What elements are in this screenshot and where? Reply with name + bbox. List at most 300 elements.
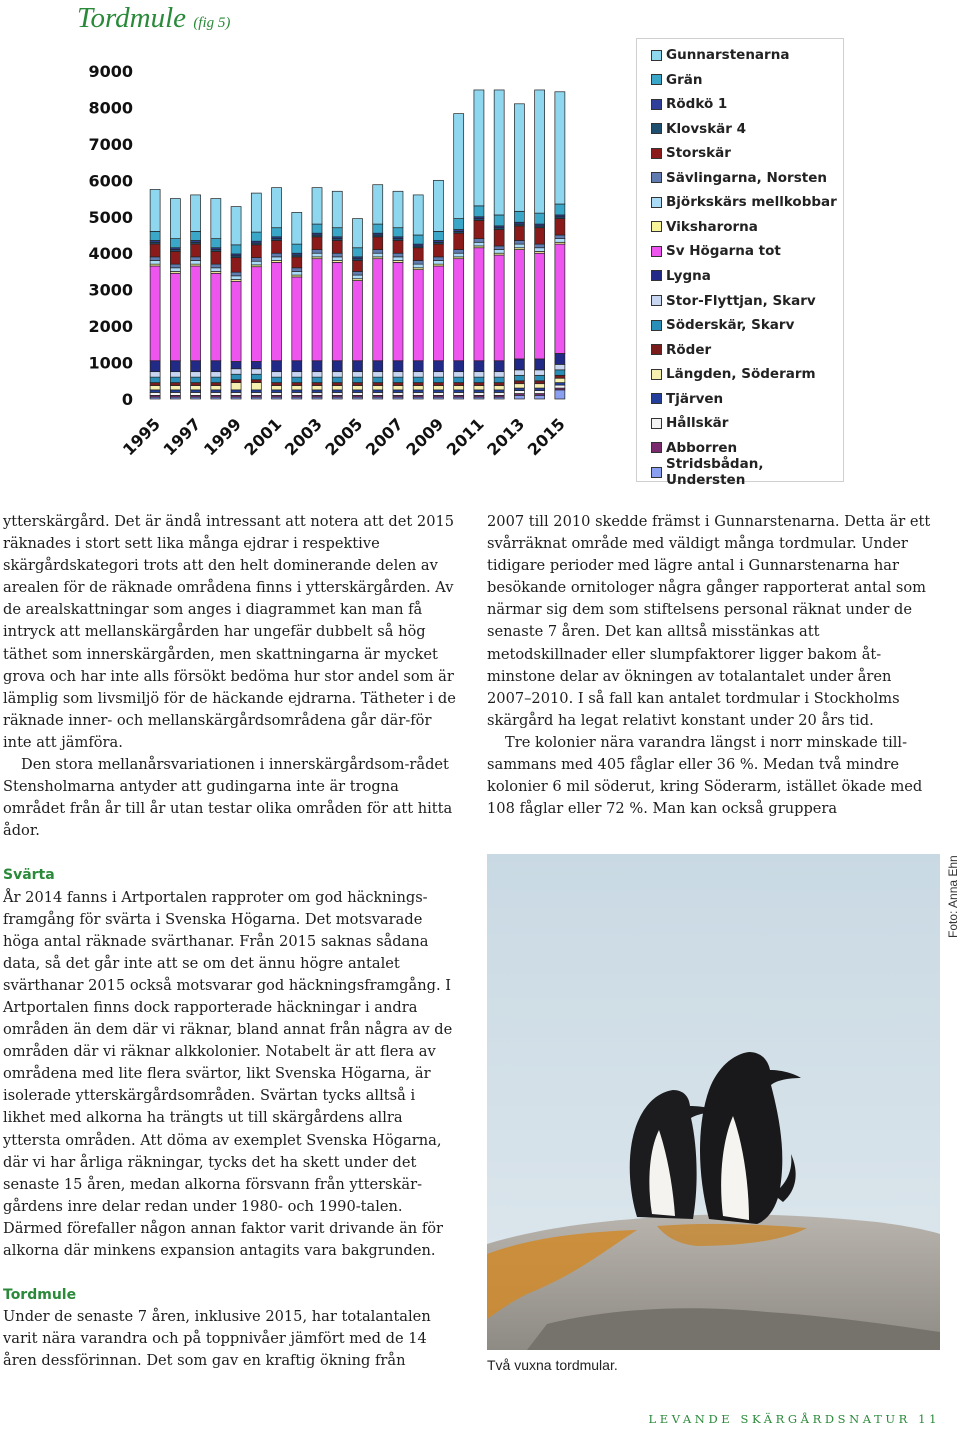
legend-swatch [651, 172, 662, 183]
bar-segment [373, 390, 383, 393]
legend-label: Stor-Flyttjan, Skarv [666, 292, 816, 309]
bar-segment [353, 248, 363, 257]
bar-segment [272, 372, 282, 377]
bar-segment [150, 261, 160, 265]
legend-label: Grän [666, 71, 703, 88]
bar-segment [231, 276, 241, 280]
bar-segment [191, 195, 201, 231]
legend-item [651, 364, 816, 384]
bar-segment [332, 377, 342, 382]
bar-segment [312, 237, 322, 250]
chart-legend [636, 38, 844, 489]
legend-swatch [651, 221, 662, 232]
legend-item [651, 143, 731, 163]
stacked-bar-chart [60, 40, 600, 460]
bar-segment [312, 253, 322, 257]
bar-segment [292, 390, 302, 393]
bar-segment [433, 261, 443, 265]
bar-segment [373, 259, 383, 361]
bar-segment [474, 390, 484, 393]
legend-item [651, 389, 723, 409]
bar-2006 [373, 185, 383, 399]
bar-segment [332, 361, 342, 372]
bar-segment [231, 258, 241, 273]
x-tick-label: 1999 [199, 414, 245, 460]
legend-label: Klovskär 4 [666, 120, 747, 137]
bar-segment [191, 261, 201, 265]
bar-segment [393, 386, 403, 390]
bar-segment [211, 268, 221, 272]
y-tick-label: 9000 [88, 62, 133, 81]
bar-segment [191, 257, 201, 261]
bar-segment [474, 239, 484, 243]
bar-segment [170, 386, 180, 390]
bar-segment [353, 219, 363, 248]
y-tick-label: 0 [121, 390, 133, 409]
y-tick-label: 4000 [88, 244, 133, 264]
section-heading-tordmule: Tordmule [3, 1287, 77, 1304]
bar-segment [312, 250, 322, 254]
bar-segment [312, 224, 322, 233]
bar-segment [454, 377, 464, 382]
legend-label: Stridsbådan, Understen [666, 456, 764, 489]
legend-item [651, 456, 843, 489]
y-tick-label: 8000 [88, 98, 133, 118]
bar-segment [474, 242, 484, 246]
bar-segment [332, 383, 342, 386]
chart-bars [150, 90, 565, 399]
bar-segment [555, 390, 565, 399]
bar-segment [332, 262, 342, 360]
bar-segment [535, 90, 545, 213]
page-footer: LEVANDE SKÄRGÅRDSNATUR 11 [648, 1412, 940, 1426]
bar-segment [231, 390, 241, 393]
bar-segment [474, 377, 484, 382]
bar-segment [494, 246, 504, 250]
bar-segment [332, 390, 342, 393]
bar-segment [211, 264, 221, 268]
bar-segment [312, 392, 322, 395]
y-tick-label: 2000 [88, 317, 133, 337]
bar-segment [251, 390, 261, 393]
bar-segment [413, 377, 423, 382]
bar-2009 [433, 180, 443, 399]
legend-item [651, 168, 827, 188]
bar-segment [373, 361, 383, 372]
bar-segment [433, 257, 443, 261]
bar-segment [312, 361, 322, 372]
bar-segment [191, 390, 201, 393]
bar-segment [555, 353, 565, 364]
bar-segment [231, 383, 241, 390]
bar-segment [413, 372, 423, 377]
bar-segment [494, 386, 504, 390]
bar-segment [292, 271, 302, 275]
bar-segment [454, 250, 464, 254]
bar-segment [514, 211, 524, 222]
legend-item [651, 94, 727, 114]
bar-segment [170, 264, 180, 268]
bar-segment [231, 207, 241, 245]
bar-segment [494, 392, 504, 395]
bar-1997 [191, 195, 201, 399]
bar-segment [292, 377, 302, 382]
legend-item [651, 438, 737, 458]
bar-segment [150, 392, 160, 395]
bar-segment [393, 257, 403, 261]
bar-segment [292, 386, 302, 390]
bar-segment [332, 372, 342, 377]
legend-label: Längden, Söderarm [666, 366, 816, 383]
bar-segment [251, 258, 261, 262]
bar-1998 [211, 199, 221, 399]
bar-segment [231, 374, 241, 379]
bar-segment [393, 390, 403, 393]
bar-segment [433, 372, 443, 377]
y-tick-label: 5000 [88, 207, 133, 227]
bar-segment [433, 392, 443, 395]
legend-swatch [651, 197, 662, 208]
bar-segment [251, 361, 261, 368]
bar-2005 [353, 219, 363, 399]
bar-segment [170, 273, 180, 360]
bar-segment [535, 359, 545, 370]
legend-item [651, 315, 794, 335]
bar-segment [312, 259, 322, 361]
bar-segment [555, 378, 565, 382]
bar-segment [535, 381, 545, 384]
legend-swatch [651, 148, 662, 159]
bar-segment [353, 386, 363, 390]
bar-segment [211, 199, 221, 239]
bar-segment [292, 392, 302, 395]
bar-segment [272, 390, 282, 393]
bar-segment [150, 377, 160, 382]
legend-swatch [651, 74, 662, 85]
bar-segment [332, 191, 342, 227]
bar-segment [332, 253, 342, 257]
bar-segment [433, 266, 443, 361]
bar-segment [211, 239, 221, 248]
bar-segment [353, 261, 363, 272]
right-column [487, 511, 937, 820]
bar-segment [272, 228, 282, 237]
bar-segment [373, 185, 383, 224]
bar-segment [211, 386, 221, 390]
bar-2014 [535, 90, 545, 399]
x-tick-label: 1995 [119, 414, 164, 460]
bar-segment [454, 390, 464, 393]
bar-segment [191, 386, 201, 390]
bar-segment [454, 259, 464, 361]
photo-caption: Två vuxna tordmular. [487, 1357, 618, 1373]
bar-segment [393, 262, 403, 360]
figure-title-text: Tordmule [77, 2, 187, 34]
bar-segment [251, 193, 261, 232]
bar-segment [211, 251, 221, 264]
bar-segment [150, 266, 160, 361]
bar-segment [413, 386, 423, 390]
legend-label: Tjärven [666, 390, 724, 407]
bar-segment [312, 390, 322, 393]
bar-segment [555, 244, 565, 353]
bar-segment [292, 277, 302, 361]
bar-segment [413, 270, 423, 361]
bar-segment [272, 257, 282, 261]
legend-item [651, 266, 711, 286]
bar-segment [150, 383, 160, 386]
bar-segment [191, 372, 201, 377]
bar-segment [272, 240, 282, 253]
bar-segment [191, 361, 201, 372]
bar-segment [514, 104, 524, 212]
bar-segment [353, 377, 363, 382]
bar-2010 [454, 114, 464, 399]
bar-segment [433, 377, 443, 382]
bar-segment [373, 377, 383, 382]
legend-swatch [651, 442, 662, 453]
bar-segment [393, 228, 403, 237]
bar-segment [150, 231, 160, 240]
bar-segment [454, 219, 464, 230]
bar-segment [170, 199, 180, 239]
bar-segment [413, 361, 423, 372]
bar-segment [555, 219, 565, 235]
bar-segment [535, 391, 545, 394]
bar-segment [292, 257, 302, 268]
bar-segment [231, 392, 241, 395]
bar-segment [211, 273, 221, 360]
bar-segment [231, 369, 241, 374]
bar-segment [514, 395, 524, 399]
bar-segment [555, 92, 565, 204]
legend-label: Björkskärs mellkobbar [666, 194, 837, 211]
bar-segment [393, 191, 403, 227]
figure-title [77, 2, 230, 35]
bar-segment [150, 189, 160, 231]
bar-segment [312, 386, 322, 390]
bar-segment [454, 392, 464, 395]
bar-segment [251, 380, 261, 383]
paragraph: År 2014 fanns i Artportalen rapproter om god häcknings-framgång för svärta i Svenska Högarna. Det motsvarade höga antal räknade svärthanar. Från 2015 saknas sådana data, så det går inte att se om det ännu högre antalet svärthanar 2015 också motsvarar god häckningsframgång. I Artportalen finns dock rapporterade häckningar i andra områden än dem där vi räknar, bland annat från några av de områden där vi räknar alkkolonier. Notabelt är att flera av områdena med lite flera svärtor, likt Svenska Högarna, är isolerade ytterskärgårdsområden. Svärtan tycks alltså i likhet med alkorna ha trängts ut till skärgårdens allra yttersta områden. Att döma av exemplet Svenska Högarna, där vi har årliga räkningar, tycks det ha skett under det senaste 15 åren, medan alkorna försvann från ytterskär-gårdens inre delar redan under 1980- och 1990-talen. Därmed förefaller någon annan faktor varit drivande än för alkorna där minkens expansion antagits vara bakgrunden. [3, 888, 453, 1259]
bar-segment [474, 386, 484, 390]
bar-2001 [272, 188, 282, 399]
x-tick-label: 2001 [240, 414, 286, 460]
bar-segment [292, 372, 302, 377]
bar-segment [170, 383, 180, 386]
legend-label: Rödkö 1 [666, 96, 728, 113]
bar-segment [312, 372, 322, 377]
bar-segment [555, 235, 565, 239]
bar-segment [211, 377, 221, 382]
bar-segment [474, 372, 484, 377]
bar-segment [433, 390, 443, 393]
bar-segment [454, 233, 464, 249]
legend-item [651, 291, 816, 311]
bar-segment [535, 375, 545, 380]
legend-item [651, 241, 781, 261]
bar-segment [272, 392, 282, 395]
bar-segment [292, 361, 302, 372]
bar-segment [211, 390, 221, 393]
bar-segment [494, 230, 504, 246]
bar-segment [170, 239, 180, 248]
bar-segment [514, 250, 524, 359]
legend-item [651, 70, 702, 90]
bar-segment [373, 372, 383, 377]
bar-segment [231, 272, 241, 276]
legend-item [651, 217, 758, 237]
bar-segment [211, 383, 221, 386]
bar-segment [373, 237, 383, 250]
bar-segment [393, 372, 403, 377]
photo-credit-text: Foto: Anna Ehn [946, 855, 960, 938]
bar-segment [555, 364, 565, 369]
bar-segment [494, 215, 504, 226]
bar-segment [272, 262, 282, 360]
bar-segment [272, 377, 282, 382]
bar-segment [170, 268, 180, 272]
bar-segment [332, 257, 342, 261]
bar-segment [353, 383, 363, 386]
bar-segment [514, 384, 524, 388]
bar-segment [251, 232, 261, 241]
y-tick-label: 3000 [88, 280, 133, 300]
legend-swatch [651, 50, 662, 61]
bar-segment [373, 224, 383, 233]
legend-swatch [651, 344, 662, 355]
legend-item [651, 119, 746, 139]
x-tick-label: 2009 [402, 414, 448, 460]
bar-2008 [413, 195, 423, 399]
x-tick-label: 2013 [483, 414, 529, 460]
bar-segment [514, 240, 524, 244]
bar-segment [433, 244, 443, 257]
bar-segment [170, 251, 180, 264]
bar-segment [353, 392, 363, 395]
paragraph: Under de senaste 7 åren, inklusive 2015, har totalantalen varit nära varandra och på toppnivåer jämfört med de 14 åren dessförinnan. Det som gav en kraftig ökning från [3, 1308, 431, 1370]
legend-item [651, 45, 789, 65]
bar-segment [494, 377, 504, 382]
bar-2002 [292, 212, 302, 399]
legend-swatch [651, 393, 662, 404]
x-tick-label: 1997 [159, 414, 205, 460]
bar-segment [555, 239, 565, 243]
bar-segment [353, 390, 363, 393]
bar-segment [353, 372, 363, 377]
bar-segment [312, 188, 322, 224]
bar-segment [494, 383, 504, 386]
bar-segment [535, 213, 545, 224]
bar-segment [413, 264, 423, 268]
bar-segment [272, 188, 282, 228]
bar-segment [332, 386, 342, 390]
bar-segment [150, 372, 160, 377]
bar-segment [150, 386, 160, 390]
bar-segment [251, 383, 261, 390]
y-tick-label: 7000 [88, 134, 133, 154]
bar-segment [494, 361, 504, 372]
legend-label: Storskär [666, 145, 731, 162]
legend-label: Sävlingarna, Norsten [666, 169, 827, 186]
bar-segment [353, 281, 363, 361]
bar-segment [514, 375, 524, 380]
legend-label: Hållskär [666, 415, 729, 432]
bar-segment [170, 377, 180, 382]
legend-swatch [651, 270, 662, 281]
bar-segment [413, 390, 423, 393]
bar-segment [454, 383, 464, 386]
bar-2003 [312, 188, 322, 399]
bar-segment [353, 275, 363, 279]
bar-segment [211, 361, 221, 372]
bar-segment [332, 240, 342, 253]
bar-2015 [555, 92, 565, 399]
bar-segment [373, 392, 383, 395]
bar-segment [251, 392, 261, 395]
bar-segment [373, 383, 383, 386]
legend-swatch [651, 246, 662, 257]
bar-segment [191, 377, 201, 382]
bar-segment [474, 392, 484, 395]
bar-segment [555, 383, 565, 386]
left-column [3, 511, 459, 1372]
bar-segment [170, 372, 180, 377]
razorbill-photo [487, 854, 940, 1350]
x-tick-label: 2015 [523, 414, 569, 460]
bar-segment [514, 370, 524, 375]
x-tick-label: 2011 [442, 414, 488, 460]
bar-segment [332, 228, 342, 237]
bar-segment [454, 386, 464, 390]
bar-segment [514, 226, 524, 241]
paragraph: Den stora mellanårsvariationen i innerskärgårdsom-rådet Stensholmarna antyder att gudingarna inte är trogna området från år till år utan testar olika områden för att hitta ådor. [3, 756, 453, 840]
bar-segment [353, 271, 363, 275]
legend-swatch [651, 295, 662, 306]
bar-segment [251, 267, 261, 362]
bar-segment [413, 195, 423, 235]
legend-label: Viksharorna [666, 218, 758, 235]
legend-item [651, 413, 728, 433]
bar-segment [332, 392, 342, 395]
bar-segment [170, 361, 180, 372]
bar-segment [454, 253, 464, 257]
bar-segment [413, 235, 423, 244]
bar-2012 [494, 90, 504, 399]
bar-segment [272, 383, 282, 386]
legend-swatch [651, 418, 662, 429]
section-heading-svarta: Svärta [3, 867, 55, 884]
bar-segment [393, 361, 403, 372]
bar-segment [231, 380, 241, 383]
bar-segment [393, 377, 403, 382]
bar-2011 [474, 90, 484, 399]
bar-segment [474, 90, 484, 206]
bar-segment [413, 392, 423, 395]
bar-segment [413, 248, 423, 261]
y-tick-label: 6000 [88, 171, 133, 191]
bar-segment [535, 384, 545, 388]
bar-segment [433, 231, 443, 240]
y-tick-label: 1000 [88, 353, 133, 373]
legend-swatch [651, 369, 662, 380]
paragraph: Tre kolonier nära varandra längst i norr minskade till-sammans med 405 fåglar eller 36 %. Medan två mindre kolonier 6 mil söderut, kring Söderarm, istället ökade med 108 fåglar eller 72 %. Man kan också gruppera [487, 733, 923, 818]
bar-2000 [251, 193, 261, 399]
legend-swatch [651, 99, 662, 110]
bar-segment [191, 266, 201, 361]
bar-segment [191, 244, 201, 257]
bar-segment [231, 361, 241, 368]
